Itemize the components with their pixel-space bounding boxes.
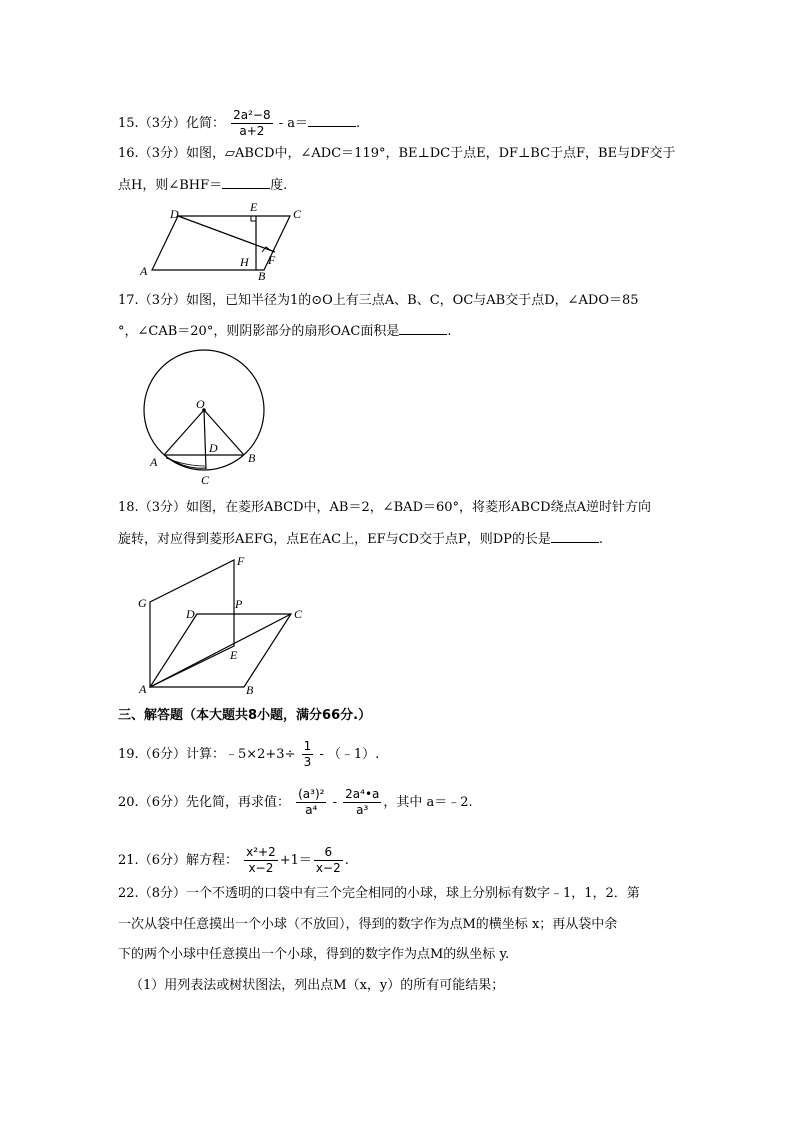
fraction-denominator: x−2	[248, 861, 274, 875]
label-B: B	[248, 451, 256, 465]
label-C: C	[294, 607, 303, 621]
question-text: +1＝	[279, 853, 312, 868]
fraction-numerator: 2a⁴•a	[345, 787, 380, 801]
question-text: - （﹣1）.	[315, 747, 380, 762]
fraction-denominator: a+2	[239, 124, 265, 138]
label-A: A	[140, 264, 148, 278]
question-22-line1: 22.（8分）一个不透明的口袋中有三个完全相同的小球，球上分别标有数字﹣1，1，2．第	[118, 886, 640, 901]
fraction-denominator: a⁴	[305, 803, 318, 817]
label-A: A	[150, 455, 158, 469]
question-number: 18	[118, 500, 135, 515]
question-number: 22	[118, 886, 135, 901]
fraction	[314, 845, 343, 876]
question-21: 21.（6分）解方程： $\frac{\text{x²+2}}{x-2}$ +1＝ $\frac{6}{x-2}$ .	[118, 845, 349, 875]
question-text: 先化简，再求值：	[185, 795, 290, 810]
question-score: （6分）	[138, 795, 186, 810]
label-E: E	[250, 200, 258, 214]
question-text: 如图，▱ABCD中，∠ADC＝119°，BE⊥DC于点E，DF⊥BC于点F，BE与DF交于	[185, 146, 676, 161]
question-19: 19.（6分）计算：﹣5×2+3÷ $\frac{1}{3}$ - （﹣1）.	[118, 739, 380, 769]
question-text: 解方程：	[185, 853, 238, 868]
label-A: A	[139, 682, 147, 696]
label-D: D	[209, 441, 218, 455]
question-score: （8分）	[138, 886, 186, 901]
label-P: P	[235, 597, 243, 611]
question-text: 一个不透明的口袋中有三个完全相同的小球，球上分别标有数字﹣1，1，2．第	[185, 886, 640, 901]
question-text: 旋转，对应得到菱形AEFG，点E在AC上，EF与CD交于点P，则DP的长是	[118, 532, 551, 547]
label-C: C	[293, 207, 302, 221]
question-16-line1: 16.（3分）如图，▱ABCD中，∠ADC＝119°，BE⊥DC于点E，DF⊥BC于点F，BE与DF交于	[118, 146, 676, 161]
label-F: F	[268, 253, 276, 267]
fraction	[343, 787, 381, 818]
label-H: H	[240, 255, 249, 269]
label-O: O	[196, 397, 205, 411]
fraction-numerator: 6	[314, 845, 343, 861]
question-text: 点H，则∠BHF＝	[118, 178, 223, 193]
label-B: B	[258, 269, 266, 283]
label-E: E	[230, 648, 238, 662]
question-score: （3分）	[138, 500, 186, 515]
label-B: B	[246, 683, 254, 697]
question-score: （6分）	[138, 747, 186, 762]
question-18-line1: 18.（3分）如图，在菱形ABCD中，AB＝2，∠BAD＝60°，将菱形ABCD绕点A逆时针方向	[118, 500, 651, 515]
question-number: 15	[118, 116, 135, 131]
label-F: F	[237, 554, 245, 568]
question-number: 21	[118, 853, 135, 868]
fraction	[244, 845, 278, 876]
question-22-line2: 一次从袋中任意摸出一个小球（不放回），得到的数字作为点M的横坐标 x；再从袋中余	[118, 917, 618, 932]
question-text: .	[344, 853, 349, 868]
question-22-line3: 下的两个小球中任意摸出一个小球，得到的数字作为点M的纵坐标 y.	[118, 947, 510, 962]
question-number: 16	[118, 146, 135, 161]
question-number: 17	[118, 293, 135, 308]
fraction-numerator: 1	[303, 739, 312, 753]
fraction-denominator: a³	[356, 803, 369, 817]
question-verb: 化简：	[185, 116, 225, 131]
question-22-sub1: （1）用列表法或树状图法，列出点M（x，y）的所有可能结果；	[130, 978, 505, 993]
section-title: 三、解答题（本大题共8小题，满分66分.）	[118, 708, 372, 723]
question-text: °，∠CAB＝20°，则阴影部分的扇形OAC面积是	[118, 324, 400, 339]
fraction-denominator: 3	[303, 755, 312, 769]
label-D: D	[170, 207, 179, 221]
question-text: .	[598, 532, 604, 547]
question-number: 19	[118, 747, 135, 762]
label-D: D	[186, 607, 195, 621]
fraction	[296, 787, 326, 818]
question-score: （3分）	[138, 146, 186, 161]
fraction-numerator: x²+2	[246, 845, 276, 859]
minus-sign: -	[328, 795, 342, 810]
question-text: 度.	[270, 178, 288, 193]
fraction	[302, 739, 314, 770]
question-20: 20.（6分）先化简，再求值： $\frac{\text{(a³)²}}{\text{a⁴}}$ - $\frac{\text{2a⁴•a}}{\text{a³}}$ ，其中 a＝﹣2.	[118, 787, 473, 817]
fraction-numerator: 2a²−8	[233, 108, 271, 122]
fraction-numerator: (a³)²	[298, 787, 325, 801]
fraction-denominator: x−2	[315, 861, 341, 875]
question-score: （3分）	[138, 116, 186, 131]
question-17-line1: 17.（3分）如图，已知半径为1的⊙O上有三点A、B、C，OC与AB交于点D，∠ADO＝85	[118, 293, 639, 308]
question-text: 如图，在菱形ABCD中，AB＝2，∠BAD＝60°，将菱形ABCD绕点A逆时针方向	[185, 500, 651, 515]
question-15: 15.（3分）化简： $\frac{\text{2a²−8}}{a+2}$ - a＝ .	[118, 108, 361, 138]
label-G: G	[138, 596, 147, 610]
question-tail: - a＝	[274, 116, 309, 131]
question-score: （3分）	[138, 293, 186, 308]
question-text: 如图，已知半径为1的⊙O上有三点A、B、C，OC与AB交于点D，∠ADO＝85	[185, 293, 639, 308]
question-text: 计算：﹣5×2+3÷	[185, 747, 296, 762]
question-text: .	[447, 324, 452, 339]
question-number: 20	[118, 795, 135, 810]
question-score: （6分）	[138, 853, 186, 868]
question-text: ，其中 a＝﹣2.	[383, 795, 473, 810]
label-C: C	[201, 473, 210, 487]
